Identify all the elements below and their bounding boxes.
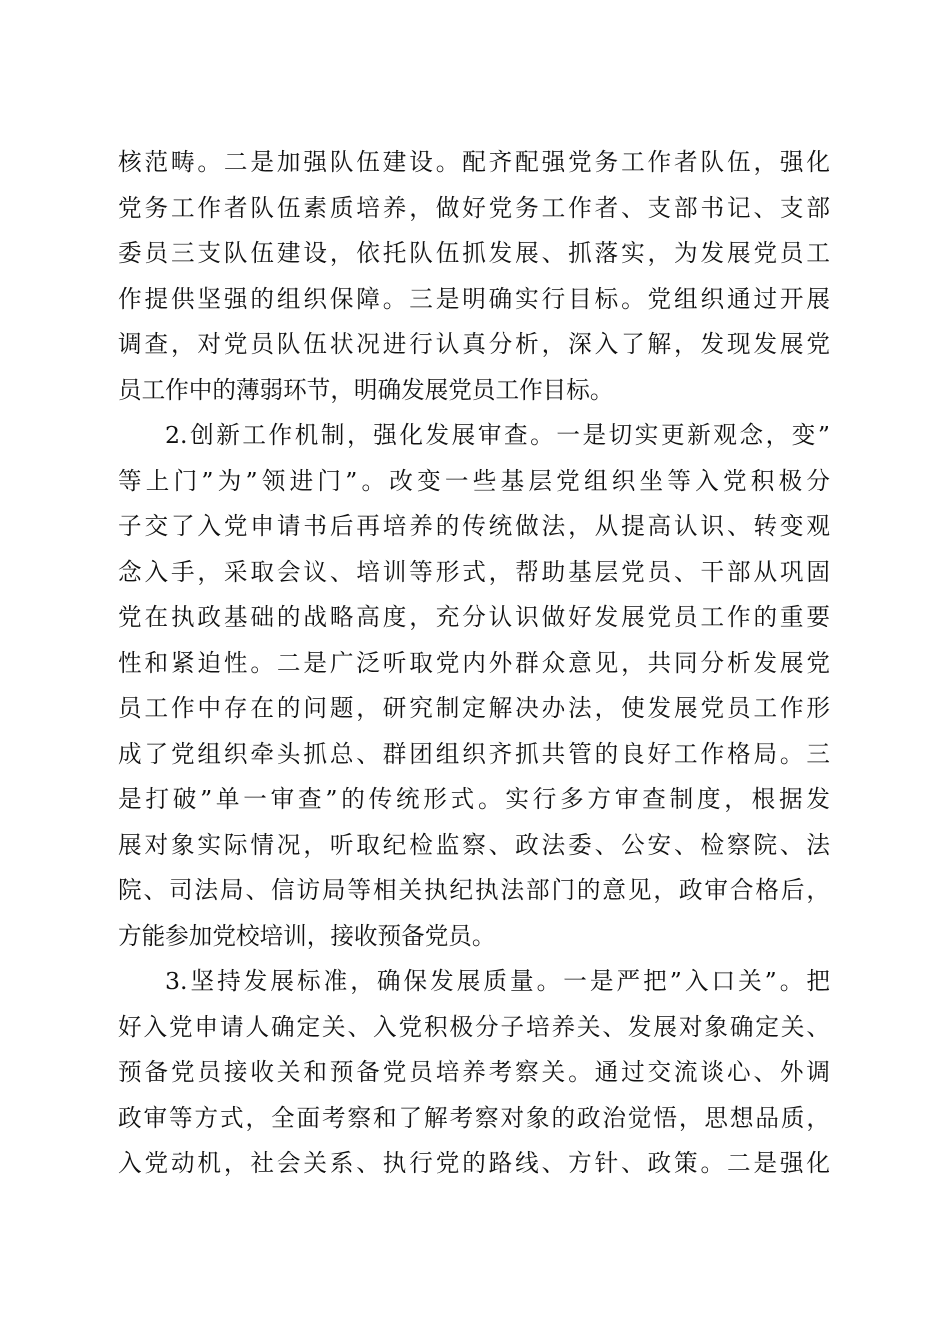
paragraph-line: 成了党组织牵头抓总、群团组织齐抓共管的良好工作格局。三 xyxy=(118,739,830,768)
paragraph-line: 方能参加党校培训，接收预备党员。 xyxy=(118,921,496,950)
paragraph-line: 3.坚持发展标准，确保发展质量。一是严把”入口关”。把 xyxy=(165,967,830,995)
paragraph-line: 调查，对党员队伍状况进行认真分析，深入了解，发现发展党 xyxy=(118,330,830,358)
paragraph-line: 念入手，采取会议、培训等形式，帮助基层党员、干部从巩固 xyxy=(118,557,830,586)
paragraph-line: 员工作中存在的问题，研究制定解决办法，使发展党员工作形 xyxy=(118,694,830,722)
paragraph-line: 党务工作者队伍素质培养，做好党务工作者、支部书记、支部 xyxy=(118,193,830,222)
paragraph-line: 好入党申请人确定关、入党积极分子培养关、发展对象确定关、 xyxy=(118,1012,830,1041)
paragraph-line: 等上门”为”领进门”。改变一些基层党组织坐等入党积极分 xyxy=(118,466,830,495)
paragraph-line: 员工作中的薄弱环节，明确发展党员工作目标。 xyxy=(118,375,614,404)
paragraph-2 xyxy=(118,413,830,959)
body-text xyxy=(118,140,830,1187)
paragraph-line: 展对象实际情况，听取纪检监察、政法委、公安、检察院、法 xyxy=(118,830,830,859)
paragraph-line: 2.创新工作机制，强化发展审查。一是切实更新观念，变” xyxy=(165,421,830,449)
paragraph-line: 入党动机，社会关系、执行党的路线、方针、政策。二是强化 xyxy=(118,1149,830,1177)
paragraph-line: 政审等方式，全面考察和了解考察对象的政治觉悟，思想品质， xyxy=(118,1103,830,1132)
paragraph-3 xyxy=(118,959,830,1187)
paragraph-line: 核范畴。二是加强队伍建设。配齐配强党务工作者队伍，强化 xyxy=(118,148,830,176)
paragraph-line: 性和紧迫性。二是广泛听取党内外群众意见，共同分析发展党 xyxy=(118,648,830,677)
paragraph-line: 委员三支队伍建设，依托队伍抓发展、抓落实，为发展党员工 xyxy=(118,239,830,267)
paragraph-line: 党在执政基础的战略高度，充分认识做好发展党员工作的重要 xyxy=(118,603,830,631)
paragraph-line: 院、司法局、信访局等相关执纪执法部门的意见，政审合格后， xyxy=(118,876,830,904)
paragraph-line: 作提供坚强的组织保障。三是明确实行目标。党组织通过开展 xyxy=(118,284,830,313)
paragraph-line: 子交了入党申请书后再培养的传统做法，从提高认识、转变观 xyxy=(118,512,830,540)
paragraph-1 xyxy=(118,140,830,413)
paragraph-line: 是打破”单一审查”的传统形式。实行多方审查制度，根据发 xyxy=(118,785,830,813)
paragraph-line: 预备党员接收关和预备党员培养考察关。通过交流谈心、外调 xyxy=(118,1058,830,1086)
